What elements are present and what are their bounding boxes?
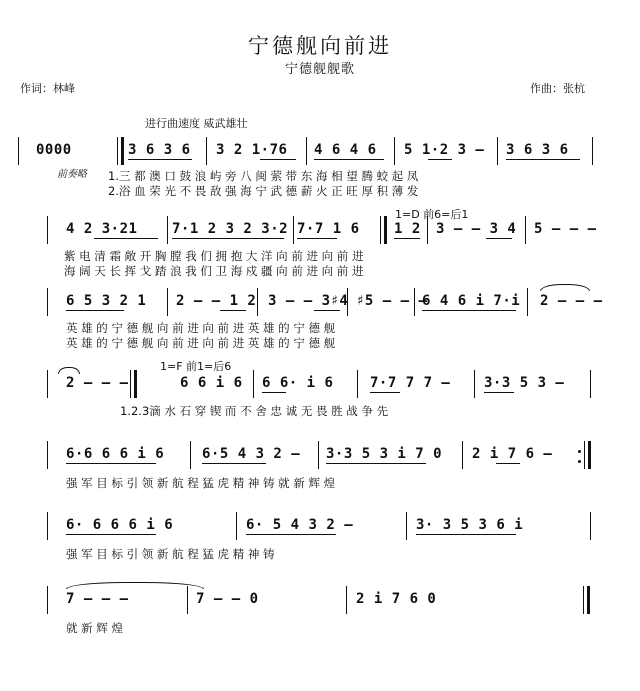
barline (590, 370, 591, 398)
barline (18, 137, 19, 165)
underline-beam (262, 392, 286, 393)
underline-beam (394, 238, 420, 239)
measure: 2 – – – (540, 293, 603, 309)
barline (206, 137, 207, 165)
measure: 5 1·2 3 – (404, 142, 485, 158)
measure: 3· 3 5 3 6 i (416, 517, 524, 533)
underline-beam (128, 159, 192, 160)
underline-beam (314, 310, 340, 311)
measure: 2 i 7 6 0 (356, 591, 437, 607)
key-change-label: 1=F 前1=后6 (160, 360, 232, 373)
measure: 1 2 (394, 221, 421, 237)
lyric-line-1: 英 雄 的 宁 德 舰 向 前 进 向 前 进 英 雄 的 宁 德 舰 (66, 321, 336, 335)
double-barline (130, 370, 137, 398)
measure: 6 4 6 i 7·i (422, 293, 521, 309)
underline-beam (506, 159, 580, 160)
double-barline (380, 216, 387, 244)
measure: 6·5 4 3 2 – (202, 446, 301, 462)
barline (167, 216, 168, 244)
underline-beam (496, 463, 520, 464)
measure: 6 6 i 6 (180, 375, 243, 391)
measure: 0000 (36, 142, 72, 158)
underline-beam (416, 534, 516, 535)
barline (187, 586, 188, 614)
barline (236, 512, 237, 540)
lyric-line-1: 1.三 都 澳 口 鼓 浪 屿 旁 八 闽 萦 带 东 海 相 望 腾 蛟 起 凤 (108, 169, 419, 183)
underline-beam (326, 463, 426, 464)
barline (427, 216, 428, 244)
song-title: 宁德舰向前进 (248, 34, 392, 58)
end-repeat-barline (584, 441, 591, 469)
lyric-line-2: 英 雄 的 宁 德 舰 向 前 进 向 前 进 英 雄 的 宁 德 舰 (66, 336, 336, 350)
measure: 2 i 7 6 – (472, 446, 553, 462)
barline (414, 288, 415, 316)
barline (394, 137, 395, 165)
underline-beam (370, 392, 400, 393)
underline-beam (246, 534, 336, 535)
barline (47, 512, 48, 540)
measure: 4 2 3·21 (66, 221, 138, 237)
measure: 7 – – – (66, 591, 129, 607)
measure: 4 6 4 6 (314, 142, 377, 158)
measure: 6· 5 4 3 2 – (246, 517, 354, 533)
underline-beam (202, 463, 266, 464)
underline-beam (486, 238, 512, 239)
measure: ♯5 – – – (356, 293, 428, 309)
underline-beam (297, 238, 337, 239)
barline (462, 441, 463, 469)
lyricist-credit: 作词：林峰 (20, 82, 75, 95)
barline (347, 288, 348, 316)
tie-arc (58, 367, 80, 374)
measure: 6 5 3 2 1 (66, 293, 147, 309)
lyric-line-1: 就 新 辉 煌 (66, 621, 123, 635)
lyric-line-1: 强 军 目 标 引 领 新 航 程 猛 虎 精 神 铸 (66, 547, 275, 561)
barline (357, 370, 358, 398)
measure: 7·7 1 6 (297, 221, 360, 237)
measure: 7·7 7 7 – (370, 375, 451, 391)
barline (253, 370, 254, 398)
barline (167, 288, 168, 316)
barline (47, 288, 48, 316)
lyric-line-2: 海 阔 天 长 挥 戈 踏 浪 我 们 卫 海 戍 疆 向 前 进 向 前 进 (64, 264, 364, 278)
barline (47, 370, 48, 398)
key-change-label: 1=D 前6=后1 (395, 208, 469, 221)
measure: 7 – – 0 (196, 591, 259, 607)
prelude-note: 前奏略 (57, 169, 87, 180)
measure: 6 6· i 6 (262, 375, 334, 391)
barline (47, 441, 48, 469)
measure: 2 – – – (66, 375, 129, 391)
underline-beam (314, 159, 384, 160)
measure: 6·6 6 6 i 6 (66, 446, 165, 462)
barline (592, 137, 593, 165)
underline-beam (260, 159, 296, 160)
underline-beam (428, 159, 452, 160)
final-barline (583, 586, 590, 614)
measure: 3·3 5 3 – (484, 375, 565, 391)
tie-arc (66, 582, 204, 589)
barline (406, 512, 407, 540)
measure: 2 – – 1 2 (176, 293, 257, 309)
lyric-line-1: 1.2.3滴 水 石 穿 锲 而 不 舍 忠 诚 无 畏 胜 战 争 先 (120, 404, 389, 418)
barline (190, 441, 191, 469)
composer-credit: 作曲：张杭 (530, 82, 585, 95)
repeat-barline (117, 137, 124, 165)
barline (525, 216, 526, 244)
underline-beam (172, 238, 284, 239)
barline (318, 441, 319, 469)
measure: 3·3 5 3 i 7 0 (326, 446, 443, 462)
underline-beam (66, 310, 124, 311)
barline (527, 288, 528, 316)
barline (590, 512, 591, 540)
underline-beam (94, 238, 158, 239)
barline (257, 288, 258, 316)
measure: 5 – – – (534, 221, 597, 237)
repeat-dot (578, 450, 581, 453)
underline-beam (220, 310, 246, 311)
tie-arc (540, 284, 590, 291)
measure: 3 6 3 6 (506, 142, 569, 158)
barline (47, 216, 48, 244)
measure: 3 6 3 6 (128, 142, 191, 158)
underline-beam (66, 534, 156, 535)
song-subtitle: 宁德舰舰歌 (284, 62, 355, 77)
barline (346, 586, 347, 614)
lyric-line-2: 2.浴 血 荣 光 不 畏 敌 强 海 宁 武 德 薪 火 正 旺 厚 积 薄 发 (108, 184, 419, 198)
barline (497, 137, 498, 165)
barline (47, 586, 48, 614)
underline-beam (484, 392, 514, 393)
measure: 3 2 1·76 (216, 142, 288, 158)
measure: 3 – – 3♯4 (268, 293, 349, 309)
barline (293, 216, 294, 244)
barline (474, 370, 475, 398)
lyric-line-1: 紫 电 清 霜 敞 开 胸 膛 我 们 拥 抱 大 洋 向 前 进 向 前 进 (64, 249, 364, 263)
measure: 6· 6 6 6 i 6 (66, 517, 174, 533)
repeat-dot (578, 460, 581, 463)
measure: 7·1 2 3 2 3·2 (172, 221, 289, 237)
measure: 3 – – 3 4 (436, 221, 517, 237)
lyric-line-1: 强 军 目 标 引 领 新 航 程 猛 虎 精 神 铸 就 新 辉 煌 (66, 476, 336, 490)
barline (306, 137, 307, 165)
underline-beam (66, 463, 156, 464)
underline-beam (422, 310, 516, 311)
tempo-marking: 进行曲速度 威武雄壮 (145, 117, 248, 130)
